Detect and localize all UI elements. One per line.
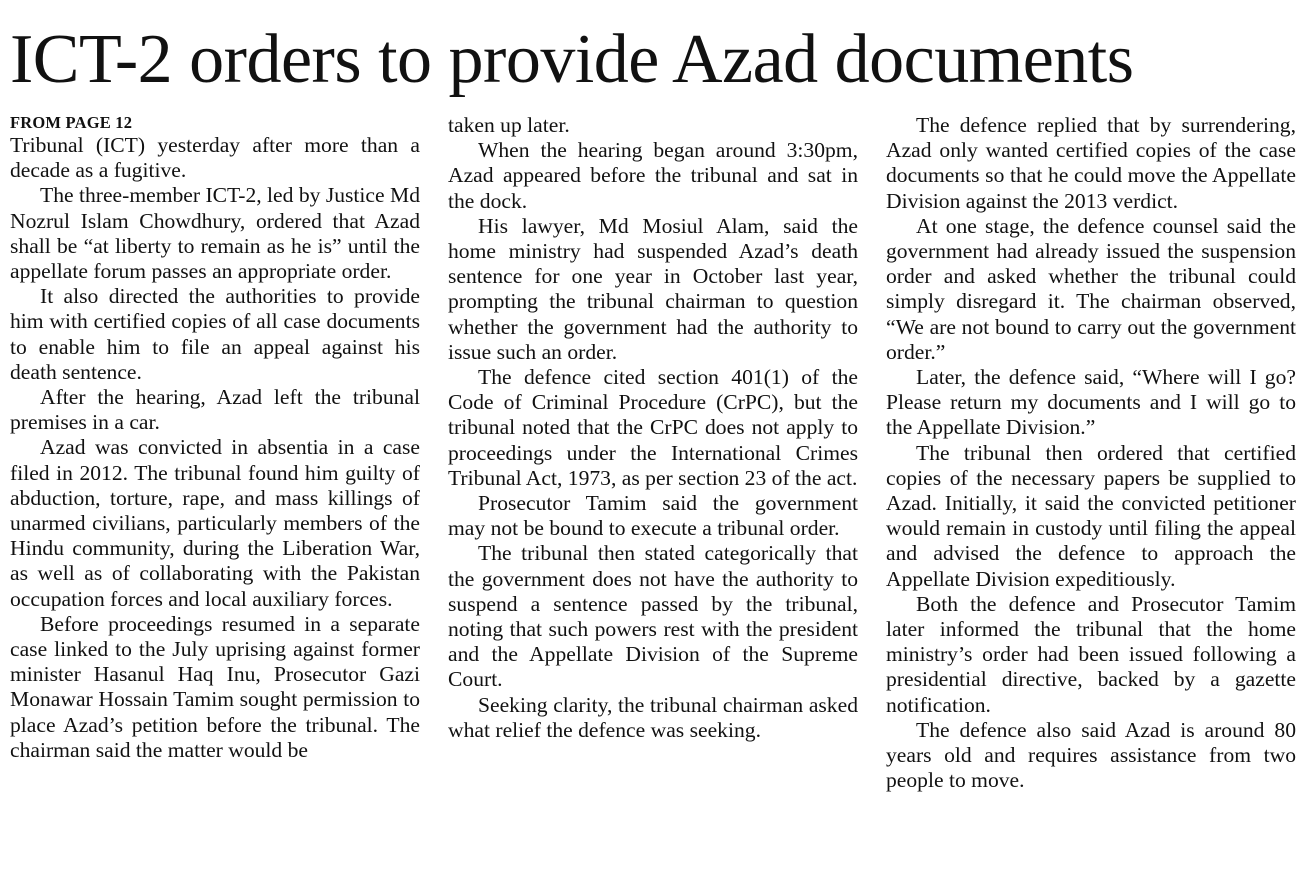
paragraph: The defence replied that by surrendering, Azad only wanted certified copies of the case documents so that he could move the Appellate Division against the 2013 verdict. — [886, 113, 1296, 213]
paragraph: The tribunal then stated categorically that the government does not have the authority to suspend a sentence passed by the tribunal, noting that such powers rest with the president and the Appellate Division of the Supreme Court. — [448, 541, 858, 692]
paragraph: The three-member ICT-2, led by Justice Md Nozrul Islam Chowdhury, ordered that Azad shall be “at liberty to remain as he is” until the appellate forum passes an appropriate order. — [10, 183, 420, 284]
paragraph: At one stage, the defence counsel said the government had already issued the suspension order and asked whether the tribunal could simply disregard it. The chairman observed, “We are not bound to carry out the government order.” — [886, 213, 1296, 364]
headline: ICT-2 orders to provide Azad documents — [10, 21, 1134, 98]
paragraph: It also directed the authorities to provide him with certified copies of all case documents to enable him to file an appeal against his death sentence. — [10, 284, 420, 384]
continued-from-label: FROM PAGE 12 — [10, 113, 133, 132]
paragraph: Seeking clarity, the tribunal chairman asked what relief the defence was seeking. — [448, 692, 858, 742]
paragraph: His lawyer, Md Mosiul Alam, said the home ministry had suspended Azad’s death sentence for one year in October last year, prompting the tribunal chairman to question whether the government had the authority to issue such an order. — [448, 213, 858, 364]
column-2 — [448, 113, 858, 743]
paragraph: The defence cited section 401(1) of the Code of Criminal Procedure (CrPC), but the tribunal noted that the CrPC does not apply to proceedings under the International Crimes Tribunal Act, 1973, as per section 23 of the act. — [448, 365, 858, 490]
paragraph: taken up later. — [448, 113, 570, 137]
column-1 — [10, 113, 420, 763]
paragraph: Prosecutor Tamim said the government may not be bound to execute a tribunal order. — [448, 491, 858, 541]
paragraph: Tribunal (ICT) yesterday after more than a decade as a fugitive. — [10, 133, 420, 183]
paragraph: The tribunal then ordered that certified copies of the necessary papers be supplied to Azad. Initially, it said the convicted petitioner would remain in custody until filing the appeal and advised the defence to approach the Appellate Division expeditiously. — [886, 440, 1296, 591]
paragraph: The defence also said Azad is around 80 years old and requires assistance from two people to move. — [886, 717, 1296, 793]
paragraph: When the hearing began around 3:30pm, Azad appeared before the tribunal and sat in the dock. — [448, 138, 858, 213]
paragraph: Later, the defence said, “Where will I go? Please return my documents and I will go to the Appellate Division.” — [886, 365, 1296, 440]
column-3 — [886, 113, 1296, 793]
paragraph: Before proceedings resumed in a separate case linked to the July uprising against former minister Hasanul Haq Inu, Prosecutor Gazi Monawar Hossain Tamim sought permission to place Azad’s petition before the tribunal. The chairman said the matter would be — [10, 611, 420, 762]
paragraph: Azad was convicted in absentia in a case filed in 2012. The tribunal found him guilty of abduction, torture, rape, and mass killings of unarmed civilians, particularly members of the Hindu community, during the Liberation War, as well as of collaborating with the Pakistan occupation forces and local auxiliary forces. — [10, 435, 420, 611]
paragraph: Both the defence and Prosecutor Tamim later informed the tribunal that the home ministry’s order had been issued following a presidential directive, backed by a gazette notification. — [886, 591, 1296, 717]
paragraph: After the hearing, Azad left the tribunal premises in a car. — [10, 385, 420, 435]
